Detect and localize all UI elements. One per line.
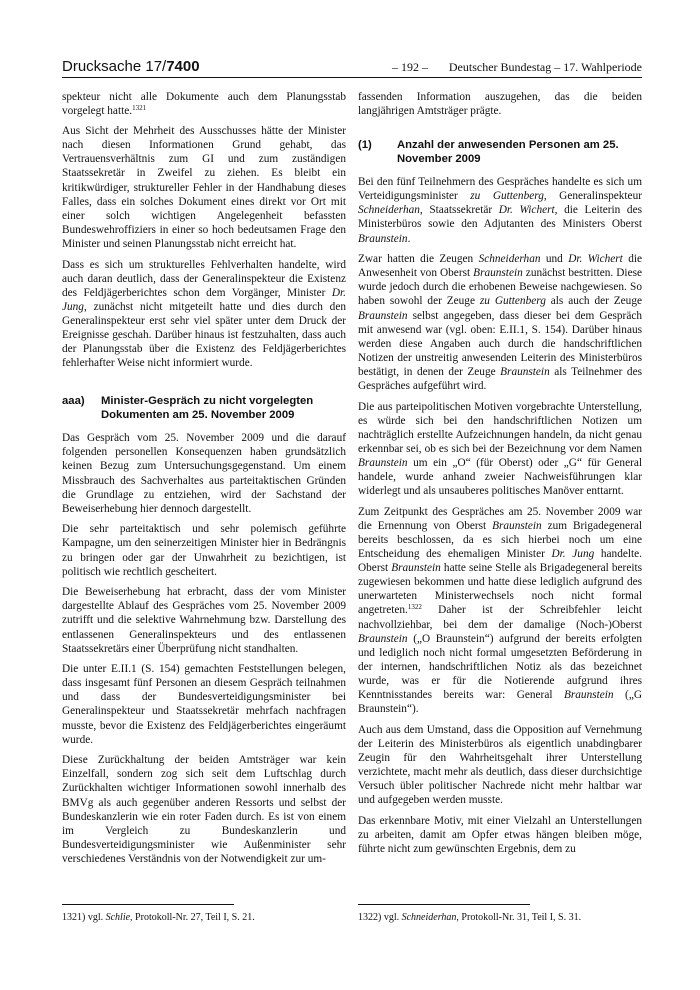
right-column xyxy=(358,90,642,863)
left-column xyxy=(62,90,346,873)
paragraph: Das erkennbare Motiv, mit einer Vielzahl an Unterstellungen zu arbeiten, damit am Opfer etwas hängen bleiben möge, führte nicht zum gewünschten Ergebnis, dem zu xyxy=(358,814,642,855)
paragraph: spekteur nicht alle Dokumente auch dem Planungsstab vorgelegt hatte.$^{1321}$ xyxy=(62,91,346,118)
paragraph: Diese Zurückhaltung der beiden Amtsträger war kein Einzelfall, sondern zog sich seit dem Luftschlag durch Zurückhalten wichtiger Informationen sowohl innerhalb des BMVg als auch gegenüber anderen Ressorts und selbst der Bundeskanzlerin wie ein roter Faden durch. Es ist von einem im Vergleich zu Bundeskanzlerin und Bundesverteidigungsminister wie Außenminister sehr verschiedenes Verständnis von der Notwendigkeit zur um- xyxy=(62,754,346,865)
drucksache-label: Drucksache 17/ xyxy=(62,58,167,75)
drucksache-number xyxy=(62,58,200,75)
paragraph: fassenden Information auszugehen, das die beiden langjährigen Amtsträger prägte. xyxy=(358,91,642,118)
page-number: – 192 – xyxy=(392,60,428,74)
drucksache-id: 7400 xyxy=(166,58,200,75)
footnote: 1322) vgl. Schneiderhan, Protokoll-Nr. 31, Teil I, S. 31. xyxy=(358,912,582,923)
paragraph: Zwar hatten die Zeugen Schneiderhan und Dr. Wichert die Anwesenheit von Oberst Braunstein zunächst bestritten. Diese wurde jedoch durch die erhobenen Beweise nachgewiesen. So haben sowohl der Zeuge zu Guttenberg als auch der Zeuge Braunstein selbst angegeben, dass dieser bei dem Gespräch mit anwesend war (vgl. oben: E.II.1, S. 154). Darüber hinaus werden diese Angaben auch durch die handschriftlichen Notizen der unstreitig anwesenden Leiterin des Ministerbüros bestätigt, in denen der Zeuge Braunstein als Teilnehmer des Gespräches aufgeführt wird. xyxy=(358,253,642,392)
paragraph: Die unter E.II.1 (S. 154) gemachten Feststellungen belegen, dass insgesamt fünf Personen an diesem Gespräch teilnahmen und dass der Bundesverteidigungsminister bei Generalinspekteur und Staatssekretär mehrfach nachfragen musste, bevor die Existenz des Feldjägerberichtes eingeräumt wurde. xyxy=(62,663,346,746)
paragraph: Das Gespräch vom 25. November 2009 und die darauf folgenden personellen Konsequenzen haben grundsätzlich keinen Bezug zum Untersuchungsgegenstand. Um einem Missbrauch des Sachverhaltes aus parteitaktischen Gründen die Grundlage zu entziehen, wird der Sachstand der Beweiserhebung hier dennoch dargestellt. xyxy=(62,432,346,515)
page-header xyxy=(62,58,642,78)
paragraph: Aus Sicht der Mehrheit des Ausschusses hätte der Minister nach diesen Informationen Grund gehabt, das Vertrauensverhältnis zum GI und zum zuständigen Staatssekretär in Zweifel zu ziehen. Es bleibt ein kritikwürdiger, struktureller Fehler in der Handhabung dieses Falles, dass ein solches Dokument eines direkt vor Ort mit einer solch wichtigen Angelegenheit befassten Bundeswehroffiziers in einer so hoch bedeutsamen Frage den Minister und seinen Planungsstab nicht erreicht hat. xyxy=(62,125,346,250)
paragraph: Die aus parteipolitischen Motiven vorgebrachte Unterstellung, es würde sich bei den handschriftlichen Notizen um nachträglich erstellte Aufzeichnungen handeln, da nicht genau erkennbar sei, ob es sich bei der Bezeichnung vor dem Namen Braunstein um ein „O“ (für Oberst) oder „G“ für General handele, wurde anhand zweier Nachweisführungen klar widerlegt und als unsauberes politisches Manöver enttarnt. xyxy=(358,400,642,498)
footnote-ref: 1321 xyxy=(132,104,147,113)
paragraph: Auch aus dem Umstand, dass die Opposition auf Vernehmung der Leiterin des Ministerbüros als eigentlich unabdingbarer Zeugin für den Wahrheitsgehalt ihrer Unterstellung verzichtete, macht mehr als deutlich, dass dieser durchsichtige Versuch übler politischer Nachrede nicht mehr haltbar war und aufgegeben werden musste. xyxy=(358,723,642,807)
footnote-rule xyxy=(358,904,530,905)
header-rule xyxy=(62,77,642,78)
footnote-ref: 1322 xyxy=(407,603,422,612)
section-heading: aaa) Minister-Gespräch zu nicht vorgelegten Dokumenten am 25. November 2009 xyxy=(62,395,314,422)
section-heading: (1) Anzahl der anwesenden Personen am 25. November 2009 xyxy=(358,139,619,166)
publisher: Deutscher Bundestag – 17. Wahlperiode xyxy=(448,60,642,74)
paragraph: Die sehr parteitaktisch und sehr polemisch geführte Kampagne, um den seinerzeitigen Minister hier in Bedrängnis zu bringen oder gar der Unwahrheit zu bezichtigen, ist politisch wie rechtlich gescheitert. xyxy=(62,523,346,578)
footnote: 1321) vgl. Schlie, Protokoll-Nr. 27, Teil I, S. 21. xyxy=(62,912,255,923)
paragraph: Zum Zeitpunkt des Gespräches am 25. November 2009 war die Ernennung von Oberst Braunstein zum Brigadegeneral bereits beschlossen, da es sich hierbei noch um eine Entscheidung des ehemaligen Minister Dr. Jung handelte. Oberst Braunstein hatte seine Stelle als Brigadegeneral bereits zugewiesen bekommen und hatte diese lediglich aufgrund des unerwarteten Ministerwechsels noch nicht formal angetreten.$^{1322}$ Daher ist der Schreibfehler leicht nachvollziehbar, bei dem der damalige (Noch-)Oberst Braunstein („O Braunstein“) aufgrund der bereits erfolgten und lediglich noch nicht formal umgesetzten Beförderung in der internen, handschriftlichen Notiz als das bezeichnet wurde, was er für die Notierende aufgrund ihres Kenntnisstandes bereits war: General Braunstein („G Braunstein“). xyxy=(358,505,643,716)
paragraph: Die Beweiserhebung hat erbracht, dass der vom Minister dargestellte Ablauf des Gespräches vom 25. November 2009 zutrifft und die selektive Wahrnehmung bzw. Darstellung des entlassenen Generalinspekteurs und des entlassenen Staatssekretärs einer Überprüfung nicht standhalten. xyxy=(62,586,346,655)
paragraph: Bei den fünf Teilnehmern des Gespräches handelte es sich um Verteidigungsminister zu Guttenberg, Generalinspekteur Schneiderhan, Staatssekretär Dr. Wichert, die Leiterin des Ministerbüros sowie den Adjutanten des Ministers Oberst Braunstein. xyxy=(358,176,642,245)
footnote-rule xyxy=(62,904,234,905)
paragraph: Dass es sich um strukturelles Fehlverhalten handelte, wird auch daran deutlich, dass der Generalinspekteur die Existenz des Feldjägerberichtes schon dem Vorgänger, Minister Dr. Jung, zunächst nicht mitgeteilt hatte und dies durch den Generalinspekteur erst sehr viel später unter dem Druck der Ereignisse geschah. Darüber hinaus ist festzuhalten, dass auch der Planungsstab über die Existenz des Feldjägerberichtes fehlerhafter Weise nicht informiert wurde. xyxy=(62,258,346,370)
